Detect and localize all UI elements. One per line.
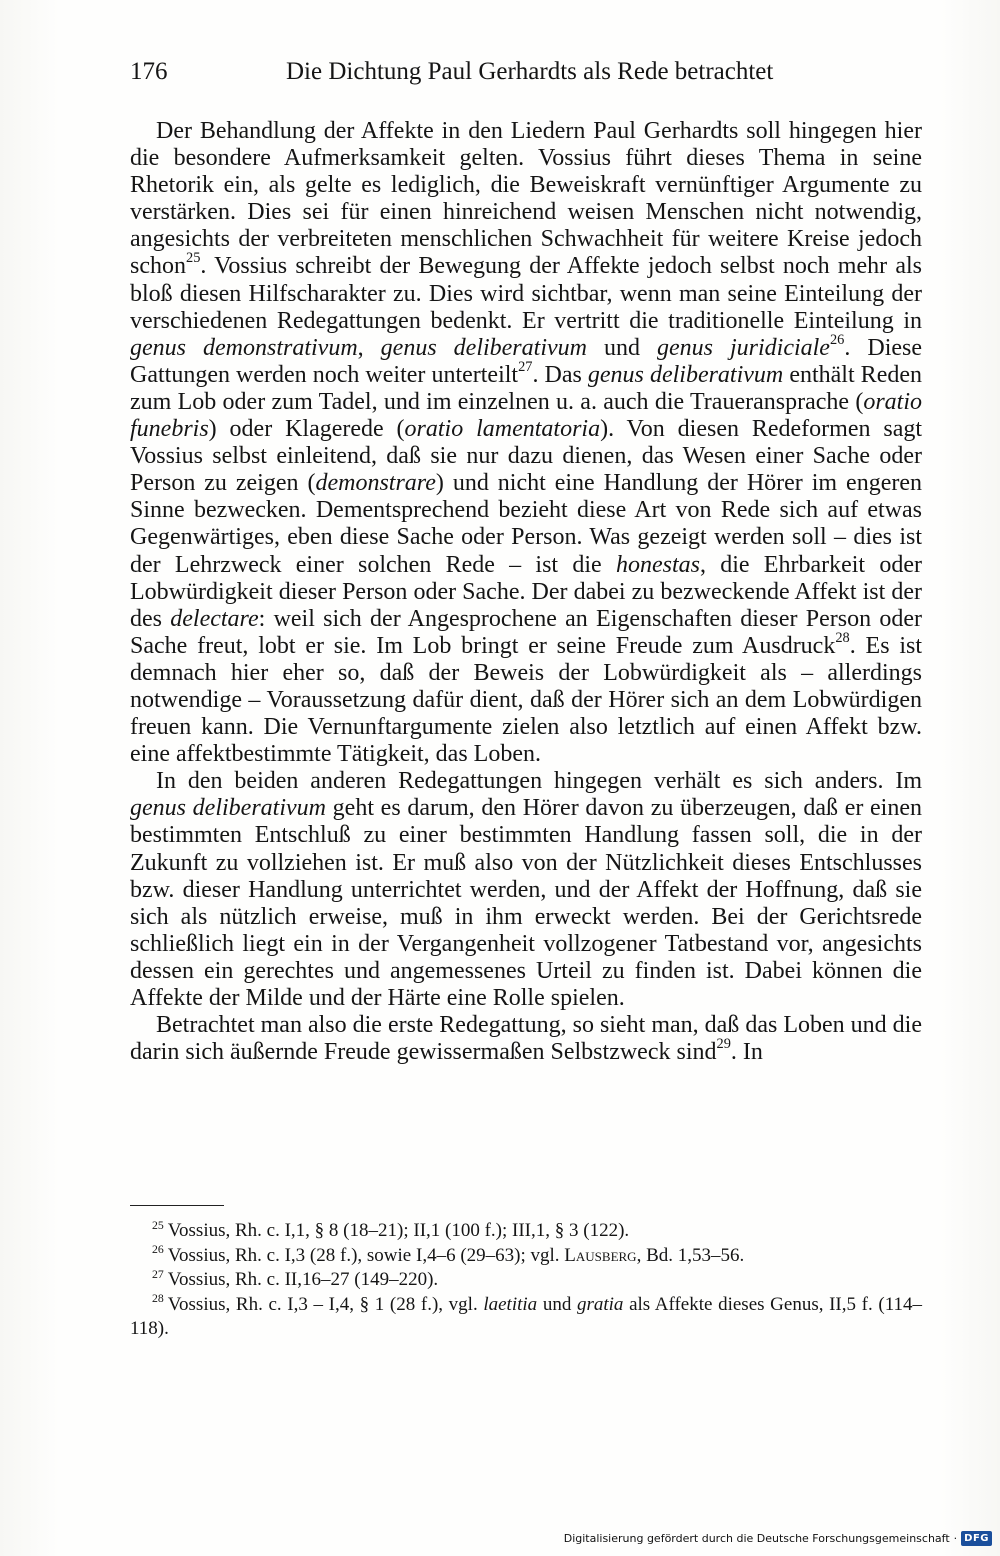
text-run: , Bd. 1,53–56.: [636, 1244, 745, 1266]
page-number: 176: [130, 58, 168, 85]
text-run: . Das: [532, 361, 588, 388]
footnote-number: 25: [152, 1218, 164, 1232]
text-run: und: [586, 334, 657, 361]
italic-term: genus deliberativum: [130, 795, 326, 822]
footnote: [130, 1219, 922, 1244]
text-run: In den beiden anderen Redegattungen hingegen verhält es sich anders. Im: [156, 768, 922, 795]
text-run: geht es darum, den Hörer davon zu überzeugen, daß er einen bestimmten Entschluß zu einer bestimmten Handlung fassen soll, die in der Zukunft zu vollziehen ist. Er muß also von der Nützlichkeit dieses Entschlusses bzw. dieser Handlung unterrichtet werden, und der Affekt der Hoffnung, daß sie sich als nützlich erweise, muß in ihm erweckt werden. Bei der Gerichtsrede schließlich liegt ein in der Vergangenheit vollzogener Tatbestand vor, angesichts dessen ein gerechtes und angemessenes Urteil zu finden ist. Dabei können die Affekte der Milde und der Härte eine Rolle spielen.: [130, 795, 922, 1011]
footnote-divider: [130, 1205, 224, 1206]
footnote-reference: 26: [829, 331, 845, 348]
text-run: und: [537, 1293, 577, 1315]
footnotes: [130, 1219, 922, 1342]
text-run: Der Behandlung der Affekte in den Liedern Paul Gerhardts soll hingegen hier die besondere Aufmerksamkeit gelten. Vossius führt dieses Thema in seine Rhetorik ein, als gelte es lediglich, die Beweiskraft vernünftiger Argumente zu verstärken. Dies sei für einen hinreichend weisen Menschen nicht notwendig, angesichts der verbreiteten menschlichen Schwachheit für weitere Kreise jedoch schon: [130, 118, 922, 280]
italic-term: genus juridiciale: [656, 334, 830, 361]
page-header: [130, 54, 922, 90]
italic-term: demonstrare: [315, 470, 436, 497]
italic-term: delectare: [170, 605, 259, 632]
text-run: als Affekte dieses Genus, II,5 f. (114–118).: [130, 1293, 922, 1339]
body-text: [130, 118, 922, 1066]
italic-term: oratio funebris: [130, 388, 922, 443]
italic-term: oratio lamentatoria: [404, 416, 601, 443]
footnote: [130, 1293, 922, 1342]
italic-term: genus demonstrativum: [130, 334, 358, 361]
footnote-reference: 29: [716, 1036, 731, 1053]
footnote-number: 27: [152, 1267, 164, 1281]
footnote-number: 28: [152, 1292, 164, 1306]
funding-footer: [564, 1526, 992, 1550]
funding-note: Digitalisierung gefördert durch die Deutsche Forschungsgemeinschaft: [563, 1531, 950, 1545]
text-run: . Es ist demnach hier eher so, daß der Beweis der Lobwürdigkeit als – allerdings notwendige – Voraussetzung dafür dient, daß der Hörer sich an dem Lobwürdigen freuen kann. Die Vernunftargumente zielen also letztlich auf einen Affekt bzw. eine affektbestimmte Tätigkeit, das Loben.: [130, 632, 922, 768]
text-run: Vossius, Rh. c. I,1, § 8 (18–21); II,1 (100 f.); III,1, § 3 (122).: [167, 1220, 630, 1241]
text-run: , die Ehrbarkeit oder Lobwürdigkeit dieser Person oder Sache. Der dabei zu bezweckende Affekt ist der des: [130, 551, 922, 632]
running-head: Die Dichtung Paul Gerhardts als Rede betrachtet: [286, 58, 774, 85]
dfg-logo-icon: DFG: [961, 1531, 992, 1546]
paragraph: [130, 118, 922, 768]
text-run: enthält Reden zum Lob oder zum Tadel, und im einzelnen u. a. auch die Traueransprache (: [130, 361, 922, 415]
italic-term: honestas: [615, 551, 700, 578]
footnote-reference: 27: [518, 358, 533, 375]
text-run: ) und nicht eine Handlung der Hörer im engeren Sinne bezwecken. Dementsprechend bezieht diese Art von Rede sich auf etwas Gegenwärtiges, eben diese Sache oder Person. Was gezeigt werden soll – dies ist der Lehrzweck einer solchen Rede – ist die: [130, 470, 922, 578]
footnote-reference: 28: [835, 629, 850, 646]
italic-term: genus deliberativum: [380, 334, 587, 361]
footnote-number: 26: [152, 1243, 164, 1257]
italic-term: laetitia: [483, 1293, 538, 1315]
footnote-reference: 25: [186, 250, 201, 267]
text-run: ). Von diesen Redeformen sagt Vossius selbst einleitend, daß sie nur dazu dienen, das Wesen einer Sache oder Person zu zeigen (: [130, 416, 923, 497]
text-run: ,: [357, 334, 381, 361]
text-run: . In: [730, 1039, 763, 1066]
text-run: Vossius, Rh. c. II,16–27 (149–220).: [167, 1269, 439, 1290]
paragraph: [130, 768, 922, 1012]
text-run: . Vossius schreibt der Bewegung der Affekte jedoch selbst noch mehr als bloß diesen Hilfscharakter zu. Dies wird sichtbar, wenn man seine Einteilung der verschiedenen Redegattungen bedenkt. Er vertritt die traditionelle Einteilung in: [130, 253, 922, 334]
footnote: [130, 1268, 922, 1293]
italic-term: genus deliberativum: [587, 361, 784, 388]
text-run: Vossius, Rh. c. I,3 – I,4, § 1 (28 f.), vgl.: [167, 1293, 484, 1315]
text-run: Vossius, Rh. c. I,3 (28 f.), sowie I,4–6 (29–63); vgl.: [167, 1244, 565, 1266]
italic-term: gratia: [576, 1293, 624, 1315]
text-run: Betrachtet man also die erste Redegattung, so sieht man, daß das Loben und die darin sich äußernde Freude gewissermaßen Selbstzweck sind: [130, 1012, 922, 1066]
footnote: [130, 1244, 922, 1269]
text-run: ) oder Klagerede (: [208, 416, 405, 443]
author-name: Lausberg: [564, 1244, 637, 1266]
separator-dot: ·: [953, 1531, 958, 1545]
text-run: : weil sich der Angesprochene an Eigenschaften dieser Person oder Sache freut, lobt er sie. Im Lob bringt er seine Freude zum Ausdruck: [130, 605, 922, 659]
text-run: . Diese Gattungen werden noch weiter unterteilt: [130, 334, 923, 388]
paragraph: [130, 1012, 922, 1066]
